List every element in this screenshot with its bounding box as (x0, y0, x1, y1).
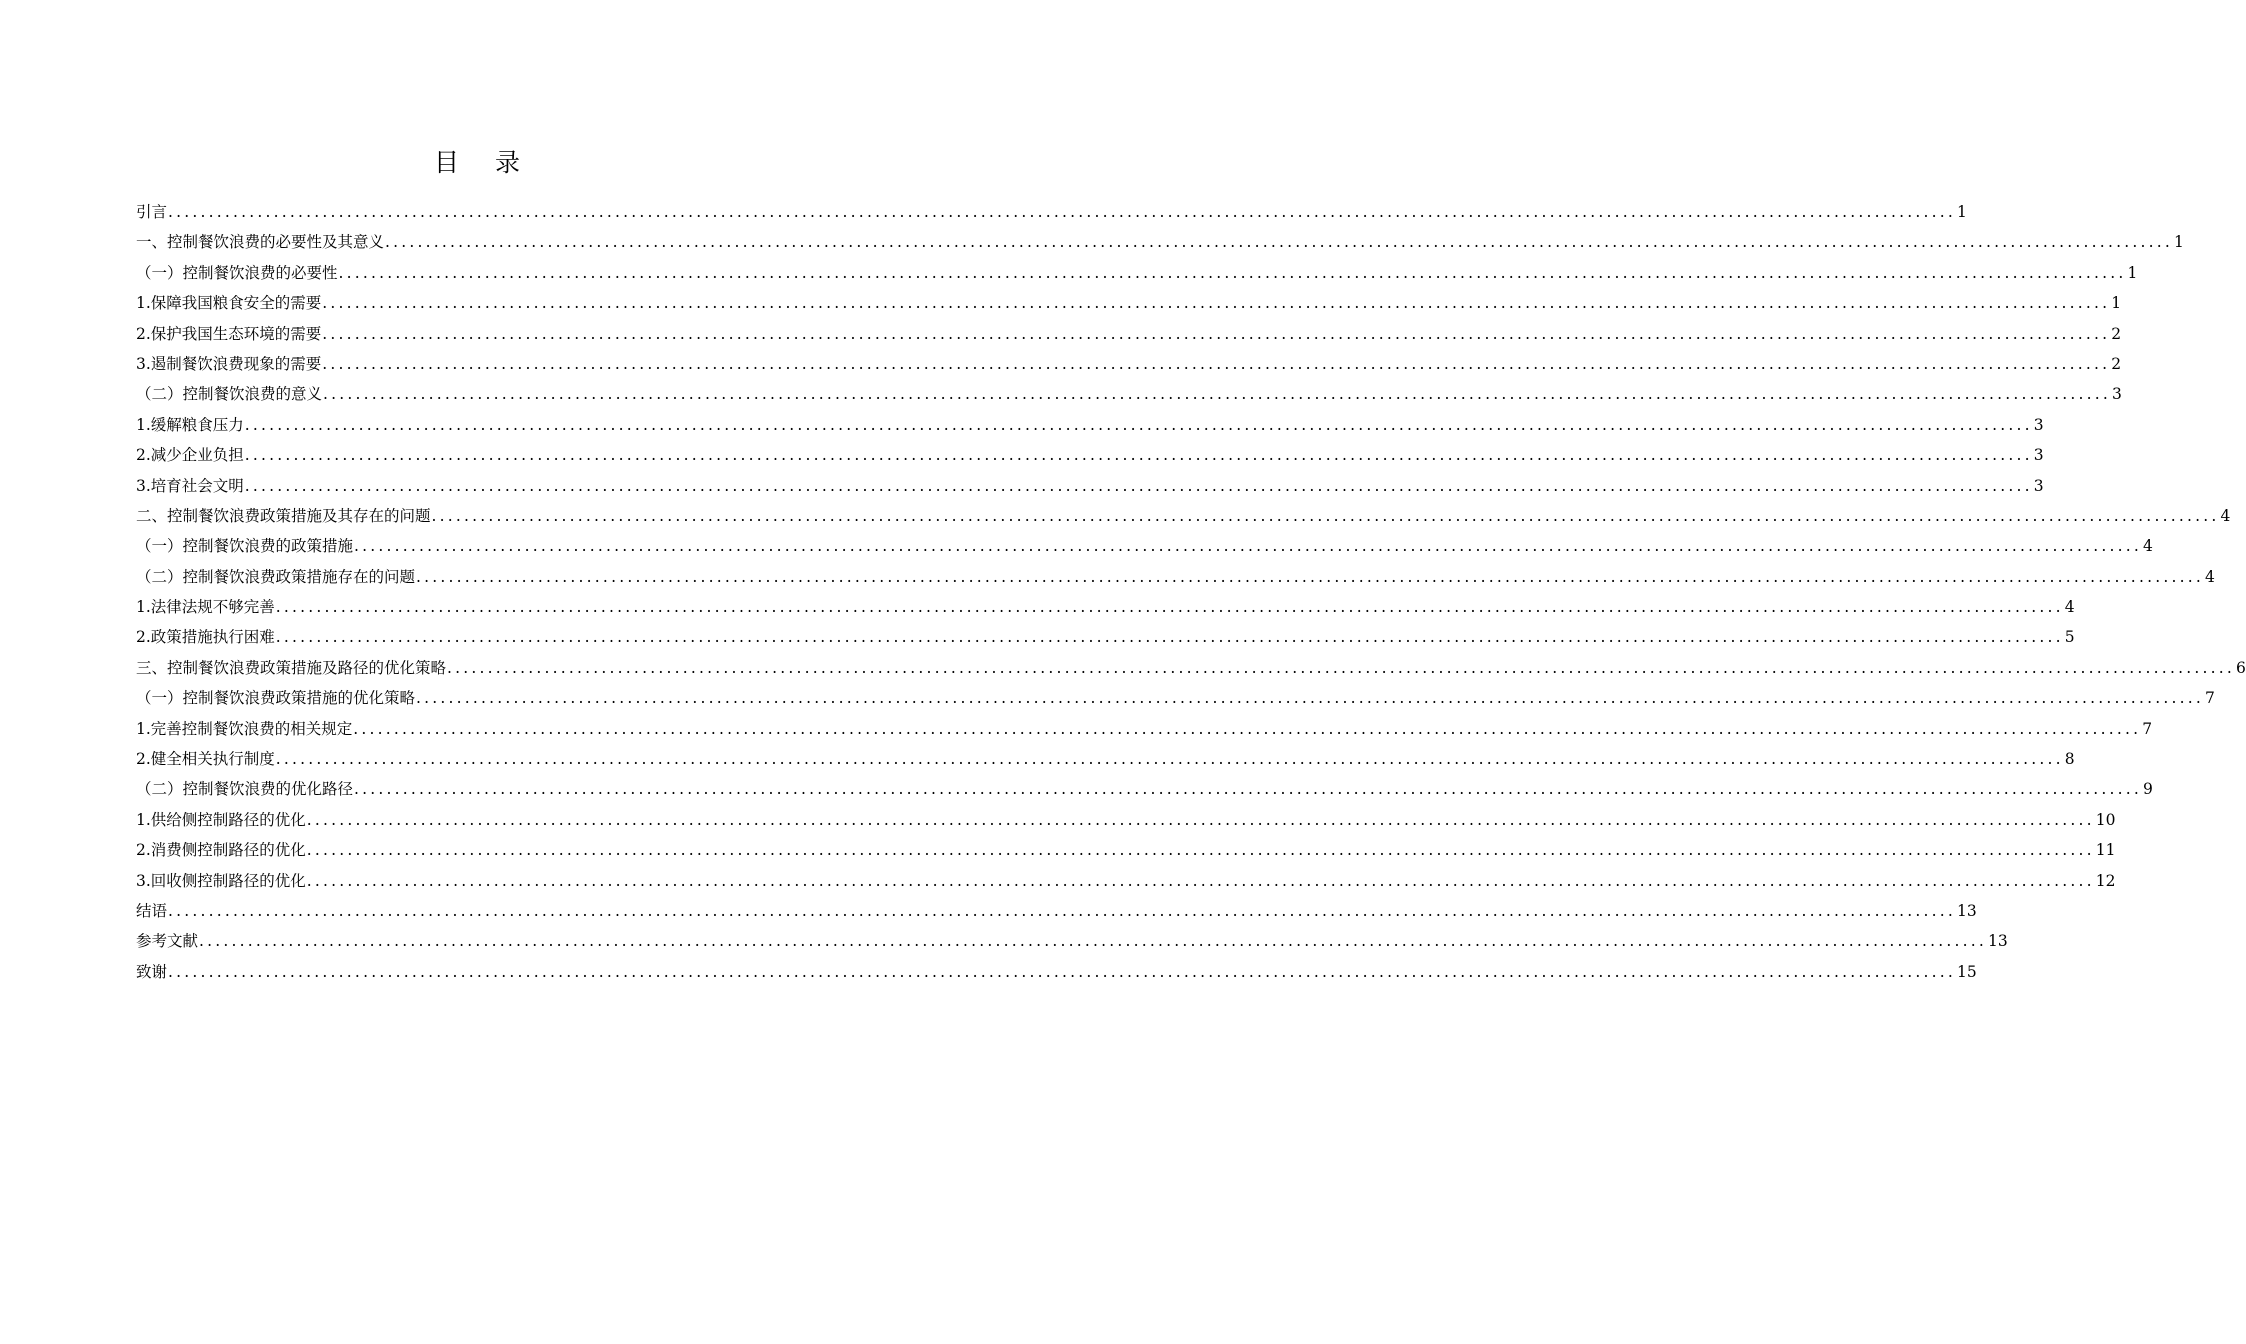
toc-entry-page-number: 4 (2064, 598, 2075, 617)
toc-entry-label: 结语 (136, 901, 168, 920)
toc-dot-leader: ............................................................................................................................................................................................................................ (431, 506, 2220, 525)
toc-entry[interactable] (136, 319, 2122, 349)
toc-entry[interactable] (136, 714, 2153, 744)
toc-entry-label: 三、控制餐饮浪费政策措施及路径的优化策略 (136, 658, 447, 677)
toc-entry[interactable] (136, 805, 2116, 835)
toc-entry[interactable] (136, 866, 2116, 896)
toc-entry-label: 2.保护我国生态环境的需要 (136, 324, 322, 343)
toc-dot-leader: ............................................................................................................................................................................................................................ (322, 324, 2111, 343)
toc-entry[interactable] (136, 531, 2153, 561)
toc-dot-leader: ............................................................................................................................................................................................................................ (244, 476, 2033, 495)
toc-entry[interactable] (136, 258, 2138, 288)
toc-entry-label: 2.政策措施执行困难 (136, 628, 275, 647)
toc-dot-leader: ............................................................................................................................................................................................................................ (306, 841, 2095, 860)
toc-entry-page-number: 2 (2111, 324, 2122, 343)
toc-entry[interactable] (136, 410, 2044, 440)
toc-entry[interactable] (136, 774, 2153, 804)
toc-entry[interactable] (136, 622, 2075, 652)
toc-dot-leader: ............................................................................................................................................................................................................................ (338, 263, 2127, 282)
toc-entry-page-number: 13 (1987, 932, 2008, 951)
toc-dot-leader: ............................................................................................................................................................................................................................ (275, 750, 2064, 769)
toc-entry[interactable] (136, 227, 2184, 257)
toc-entry-page-number: 9 (2142, 780, 2153, 799)
toc-entry[interactable] (136, 896, 1977, 926)
toc-entry-label: 1.完善控制餐饮浪费的相关规定 (136, 719, 353, 738)
toc-entry-label: （二）控制餐饮浪费的意义 (136, 385, 323, 404)
toc-entry-page-number: 3 (2111, 385, 2122, 404)
toc-entry-page-number: 7 (2142, 719, 2153, 738)
toc-entry-page-number: 1 (2127, 263, 2138, 282)
toc-entry-page-number: 6 (2235, 658, 2246, 677)
toc-entry-page-number: 5 (2064, 628, 2075, 647)
toc-dot-leader: ............................................................................................................................................................................................................................ (168, 203, 1956, 221)
toc-entry[interactable] (136, 592, 2075, 622)
toc-entry-label: （一）控制餐饮浪费政策措施的优化策略 (136, 689, 416, 708)
toc-entry-label: 引言 (136, 203, 168, 221)
toc-entry[interactable] (136, 349, 2122, 379)
toc-entry[interactable] (136, 957, 1977, 987)
table-of-contents (136, 197, 2246, 987)
toc-entry[interactable] (136, 379, 2122, 409)
toc-entry-label: （一）控制餐饮浪费的政策措施 (136, 537, 354, 556)
toc-entry-page-number: 13 (1956, 901, 1977, 920)
toc-entry-page-number: 12 (2095, 871, 2116, 890)
toc-entry-label: 1.保障我国粮食安全的需要 (136, 294, 322, 313)
toc-entry-label: 3.回收侧控制路径的优化 (136, 871, 306, 890)
toc-dot-leader: ............................................................................................................................................................................................................................ (275, 628, 2064, 647)
toc-entry-label: （二）控制餐饮浪费的优化路径 (136, 780, 354, 799)
toc-dot-leader: ............................................................................................................................................................................................................................ (322, 354, 2111, 373)
toc-dot-leader: ............................................................................................................................................................................................................................ (447, 658, 2235, 677)
toc-entry[interactable] (136, 835, 2116, 865)
toc-entry-page-number: 3 (2033, 476, 2044, 495)
toc-entry-label: 2.减少企业负担 (136, 446, 244, 465)
toc-entry-label: 2.健全相关执行制度 (136, 750, 275, 769)
toc-dot-leader: ............................................................................................................................................................................................................................ (322, 294, 2111, 313)
toc-dot-leader: ............................................................................................................................................................................................................................ (168, 962, 1956, 981)
toc-entry-label: 参考文献 (136, 932, 199, 951)
toc-entry[interactable] (136, 471, 2044, 501)
toc-entry-label: 3.遏制餐饮浪费现象的需要 (136, 354, 322, 373)
toc-entry-label: 2.消费侧控制路径的优化 (136, 841, 306, 860)
toc-dot-leader: ............................................................................................................................................................................................................................ (323, 385, 2111, 404)
toc-entry[interactable] (136, 501, 2231, 531)
toc-dot-leader: ............................................................................................................................................................................................................................ (354, 780, 2142, 799)
toc-dot-leader: ............................................................................................................................................................................................................................ (416, 567, 2204, 586)
toc-dot-leader: ............................................................................................................................................................................................................................ (353, 719, 2142, 738)
toc-entry-page-number: 4 (2220, 506, 2231, 525)
toc-entry[interactable] (136, 440, 2044, 470)
toc-entry[interactable] (136, 653, 2246, 683)
toc-entry-label: 3.培育社会文明 (136, 476, 244, 495)
toc-title: 目录 (433, 148, 556, 177)
toc-entry[interactable] (136, 288, 2122, 318)
toc-dot-leader: ............................................................................................................................................................................................................................ (306, 810, 2095, 829)
toc-dot-leader: ............................................................................................................................................................................................................................ (244, 415, 2033, 434)
toc-entry-page-number: 4 (2204, 567, 2215, 586)
toc-entry-label: （二）控制餐饮浪费政策措施存在的问题 (136, 567, 416, 586)
toc-entry[interactable] (136, 562, 2215, 592)
toc-entry-page-number: 3 (2033, 446, 2044, 465)
toc-entry[interactable] (136, 683, 2215, 713)
toc-entry-label: 二、控制餐饮浪费政策措施及其存在的问题 (136, 506, 431, 525)
toc-entry[interactable] (136, 744, 2075, 774)
toc-entry-page-number: 2 (2111, 354, 2122, 373)
toc-entry-page-number: 8 (2064, 750, 2075, 769)
toc-dot-leader: ............................................................................................................................................................................................................................ (168, 901, 1956, 920)
toc-entry-page-number: 1 (2111, 294, 2122, 313)
toc-entry-label: 1.供给侧控制路径的优化 (136, 810, 306, 829)
toc-entry-label: 1.法律法规不够完善 (136, 598, 275, 617)
toc-dot-leader: ............................................................................................................................................................................................................................ (275, 598, 2064, 617)
toc-dot-leader: ............................................................................................................................................................................................................................ (306, 871, 2095, 890)
toc-entry-label: （一）控制餐饮浪费的必要性 (136, 263, 338, 282)
toc-dot-leader: ............................................................................................................................................................................................................................ (385, 233, 2173, 252)
toc-entry-label: 致谢 (136, 962, 168, 981)
toc-dot-leader: ............................................................................................................................................................................................................................ (354, 537, 2142, 556)
toc-entry-page-number: 1 (1956, 203, 1967, 221)
toc-entry-page-number: 15 (1956, 962, 1977, 981)
toc-entry[interactable] (136, 197, 1967, 227)
toc-entry-page-number: 3 (2033, 415, 2044, 434)
toc-entry-page-number: 11 (2095, 841, 2116, 860)
toc-dot-leader: ............................................................................................................................................................................................................................ (199, 932, 1987, 951)
toc-entry-label: 1.缓解粮食压力 (136, 415, 244, 434)
toc-entry-page-number: 4 (2142, 537, 2153, 556)
toc-entry-label: 一、控制餐饮浪费的必要性及其意义 (136, 233, 385, 252)
toc-entry-page-number: 7 (2204, 689, 2215, 708)
toc-dot-leader: ............................................................................................................................................................................................................................ (244, 446, 2033, 465)
toc-entry-page-number: 10 (2095, 810, 2116, 829)
toc-dot-leader: ............................................................................................................................................................................................................................ (416, 689, 2204, 708)
toc-entry-page-number: 1 (2173, 233, 2184, 252)
toc-entry[interactable] (136, 926, 2008, 956)
